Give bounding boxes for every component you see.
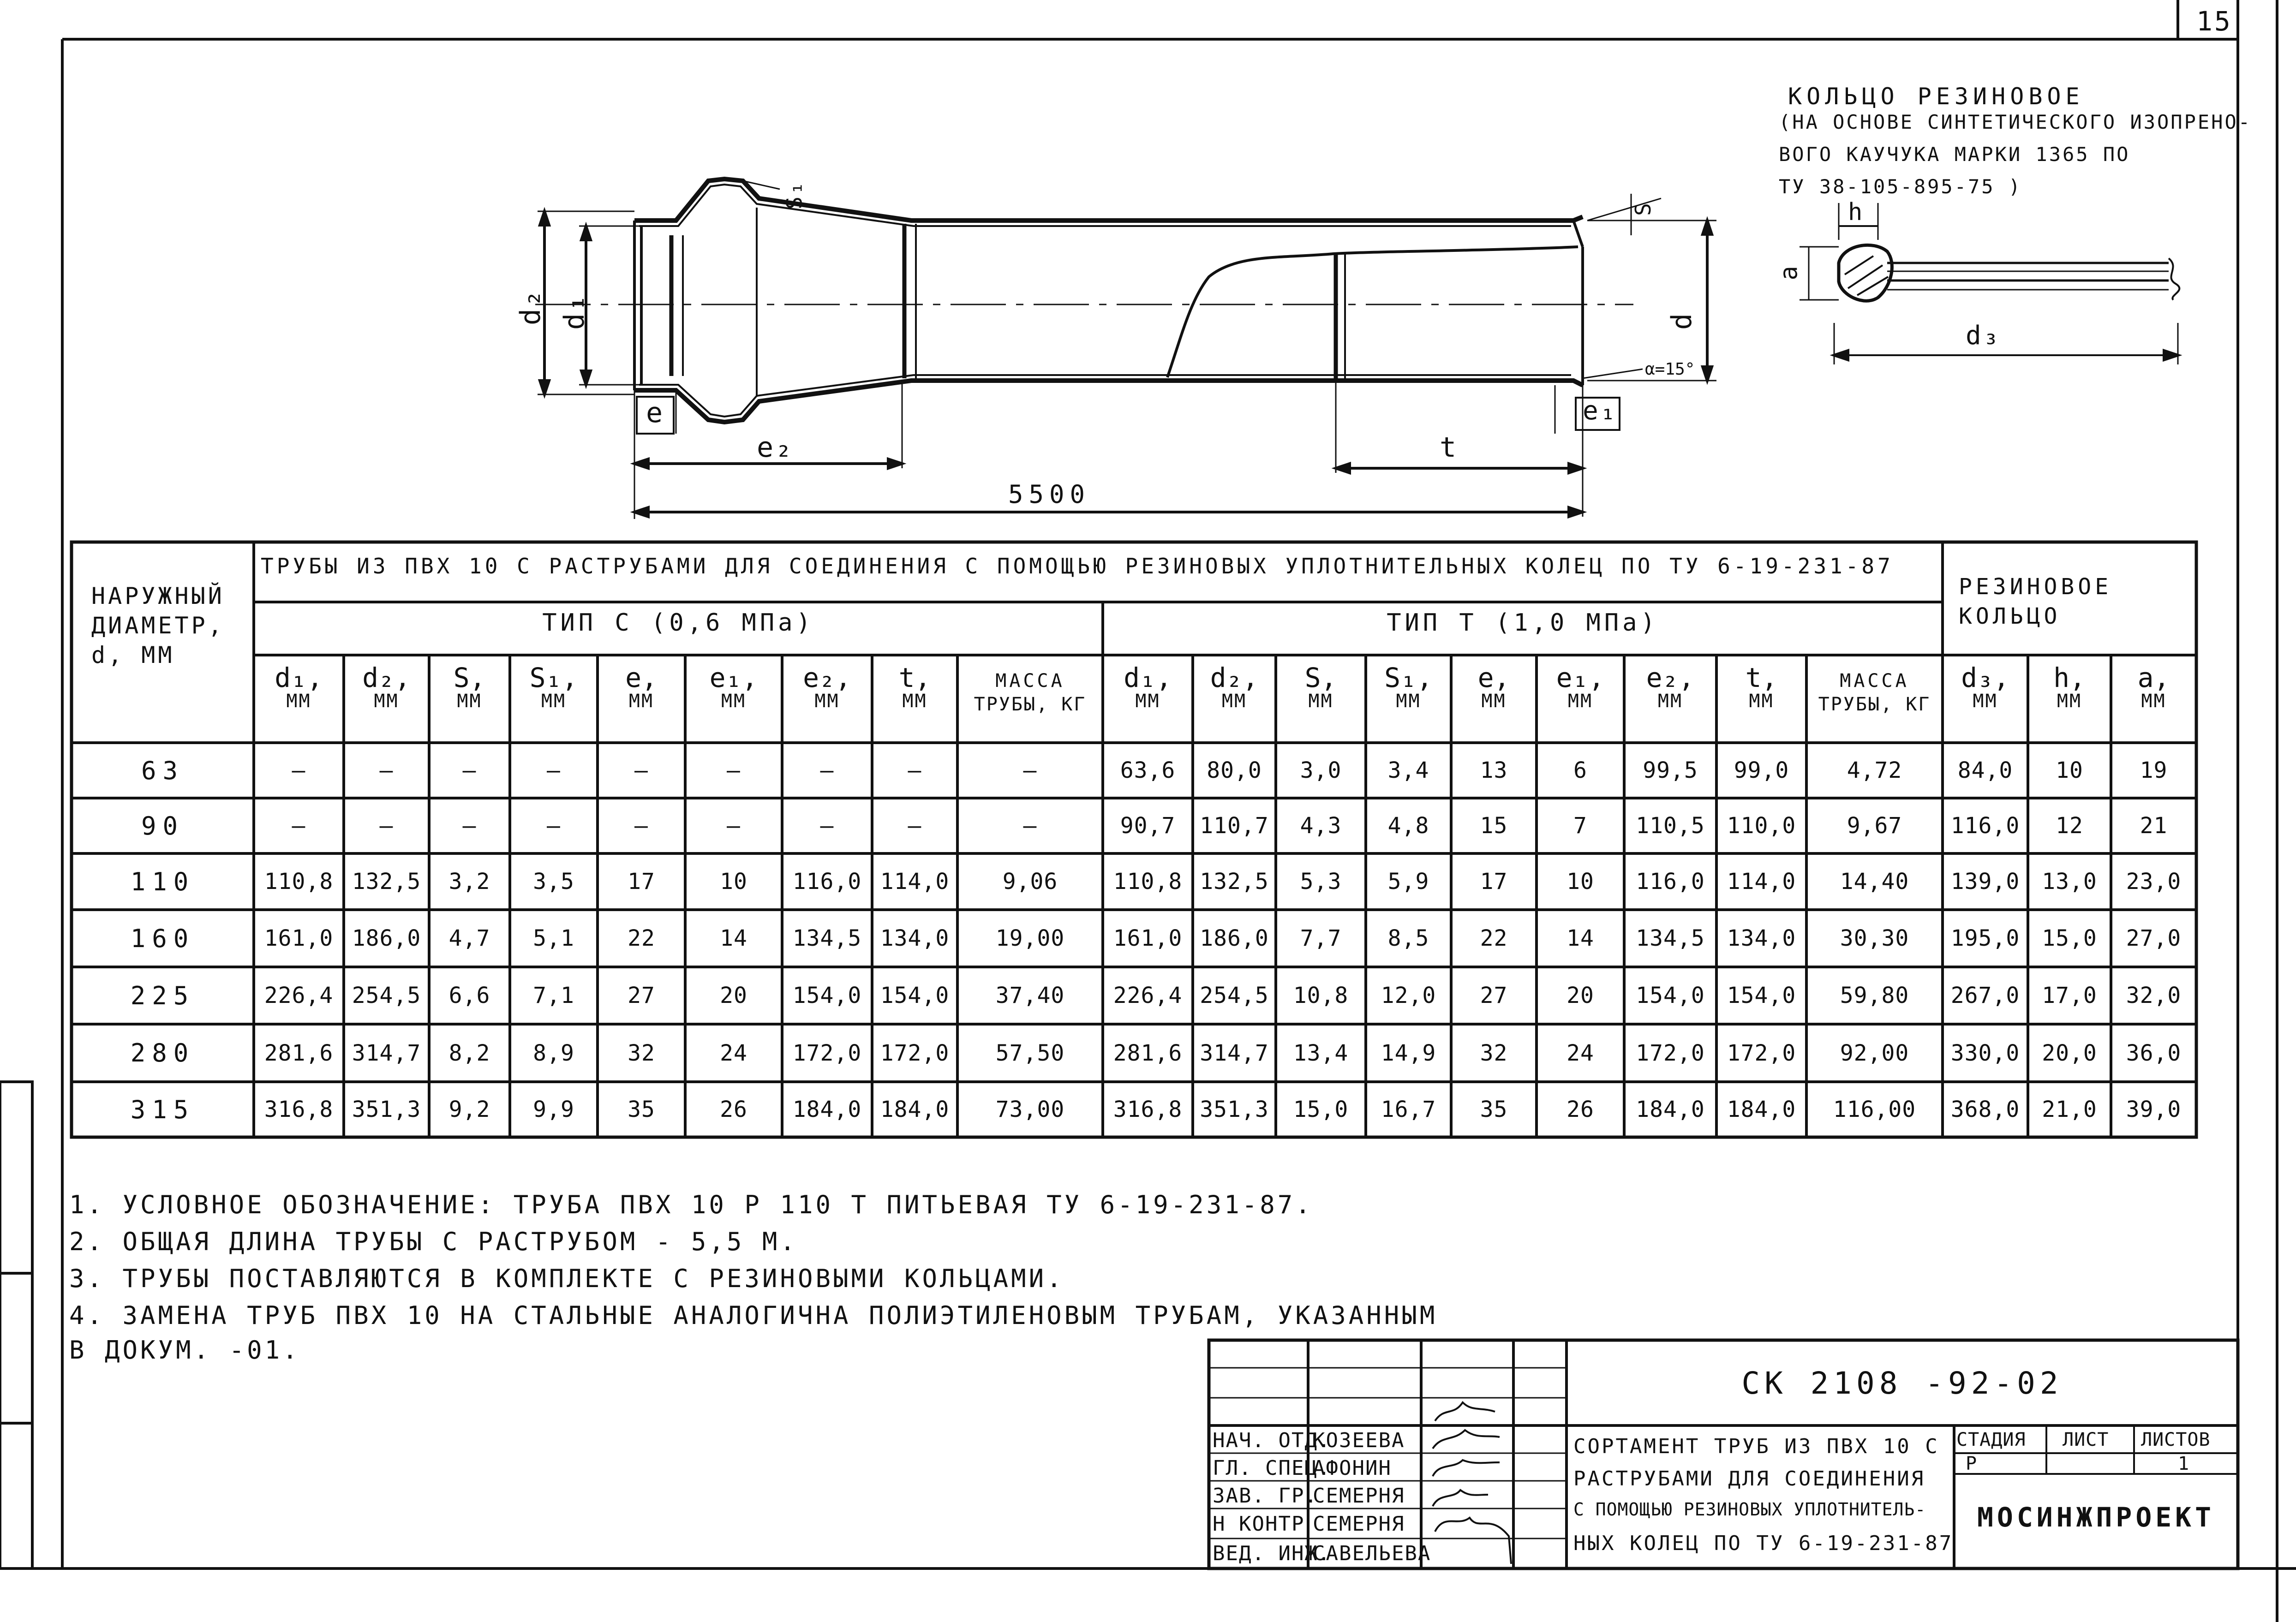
ring-table-title: РЕЗИНОВОЕ КОЛЬЦО: [1959, 574, 2112, 629]
table-cell: 184,0: [792, 1097, 862, 1122]
table-cell: 351,3: [352, 1097, 421, 1122]
table-cell: —: [1023, 813, 1037, 839]
sheet-label: ЛИСТ: [2063, 1429, 2109, 1450]
table-cell: 15,0: [1293, 1097, 1349, 1122]
stage-value: Р: [1966, 1453, 1978, 1474]
table-cell: 92,00: [1840, 1040, 1909, 1066]
table-cell: 154,0: [792, 983, 862, 1008]
doc-title-3: С ПОМОЩЬЮ РЕЗИНОВЫХ УПЛОТНИТЕЛЬ-: [1573, 1499, 1926, 1520]
column-header: [344, 664, 429, 711]
table-cell: 21: [2140, 813, 2168, 839]
column-unit: ММ: [1396, 691, 1421, 712]
table-cell: 39,0: [2126, 1097, 2182, 1122]
table-cell: 22: [628, 925, 655, 951]
table-cell: 14: [720, 925, 747, 951]
column-unit: ММ: [902, 691, 927, 712]
table-cell: 8,9: [533, 1040, 574, 1066]
dim-e1-label: e₁: [1583, 396, 1618, 426]
dim-length-label: 5500: [1008, 480, 1091, 509]
column-header: [685, 664, 782, 711]
column-symbol: d₂,: [1210, 662, 1259, 693]
table-cell: 10: [2056, 757, 2083, 783]
table-cell: 110,8: [264, 869, 334, 894]
column-header: [1451, 664, 1537, 711]
column-symbol: d₁,: [1124, 662, 1172, 693]
table-cell: 22: [1480, 925, 1508, 951]
table-cell: 99,5: [1643, 757, 1698, 783]
table-cell: 281,6: [264, 1040, 334, 1066]
table-cell: 110,0: [1727, 813, 1796, 839]
column-unit: ММ: [721, 691, 747, 712]
table-cell: 4,7: [448, 925, 490, 951]
table-cell: 26: [720, 1097, 747, 1122]
column-symbol: e,: [1477, 662, 1510, 693]
column-symbol: МАССА: [995, 670, 1065, 692]
table-cell: 37,40: [995, 983, 1065, 1008]
table-cell: 316,8: [264, 1097, 334, 1122]
note-5: В ДОКУМ. -01.: [69, 1336, 300, 1365]
ring-dim-h: h: [1848, 198, 1865, 226]
name-2: АФОНИН: [1313, 1456, 1392, 1480]
table-cell: 110,8: [1113, 869, 1183, 894]
table-cell: 16,7: [1381, 1097, 1436, 1122]
column-symbol: S,: [1304, 662, 1337, 693]
table-cell: 114,0: [880, 869, 950, 894]
table-cell: 7,7: [1300, 925, 1342, 951]
note-2: 2. ОБЩАЯ ДЛИНА ТРУБЫ С РАСТРУБОМ - 5,5 М.: [69, 1227, 798, 1256]
table-cell: 3,2: [448, 869, 490, 894]
table-cell: 4,3: [1300, 813, 1342, 839]
table-cell: 23,0: [2126, 869, 2182, 894]
table-cell: 24: [1567, 1040, 1594, 1066]
column-header: [1943, 664, 2028, 711]
column-symbol: S₁,: [529, 662, 578, 693]
column-header: [2028, 664, 2111, 711]
table-cell: 27: [1480, 983, 1508, 1008]
table-cell: —: [292, 813, 306, 839]
table-cell: 226,4: [264, 983, 334, 1008]
table-cell: 19: [2140, 757, 2168, 783]
table-cell: 7: [1573, 813, 1587, 839]
column-header: [1193, 664, 1276, 711]
column-symbol: d₁,: [275, 662, 323, 693]
column-unit: ТРУБЫ, КГ: [974, 694, 1087, 715]
table-cell: —: [292, 757, 306, 783]
table-cell: 116,0: [1950, 813, 2020, 839]
name-5: САВЕЛЬЕВА: [1313, 1542, 1431, 1565]
table-cell: 184,0: [880, 1097, 950, 1122]
column-unit: ММ: [286, 691, 311, 712]
table-cell: 14,40: [1840, 869, 1909, 894]
dim-e2-label: e₂: [757, 431, 794, 464]
table-cell: 20: [720, 983, 747, 1008]
table-cell: 35: [1480, 1097, 1508, 1122]
table-cell: 63,6: [1120, 757, 1176, 783]
table-cell: —: [1023, 757, 1037, 783]
table-cell: 30,30: [1840, 925, 1909, 951]
table-cell: —: [547, 757, 561, 783]
table-cell: —: [820, 757, 834, 783]
role-2: ГЛ. СПЕЦ.: [1213, 1456, 1331, 1480]
column-symbol: d₃,: [1961, 662, 2009, 693]
table-cell: 314,7: [1200, 1040, 1269, 1066]
table-cell: 36,0: [2126, 1040, 2182, 1066]
pipe-drawing: [535, 179, 1716, 519]
table-cell: 114,0: [1727, 869, 1796, 894]
table-cell: 32,0: [2126, 983, 2182, 1008]
table-cell: —: [634, 757, 648, 783]
table-cell: —: [820, 813, 834, 839]
name-3: СЕМЕРНЯ: [1313, 1484, 1405, 1508]
column-unit: ММ: [628, 691, 654, 712]
column-unit: ММ: [1567, 691, 1593, 712]
table-cell: 172,0: [792, 1040, 862, 1066]
column-header: [1537, 664, 1624, 711]
dim-d2-label: d₂: [514, 288, 547, 326]
table-cell: 116,0: [792, 869, 862, 894]
table-cell: 99,0: [1734, 757, 1789, 783]
table-cell: 110,5: [1636, 813, 1705, 839]
role-3: ЗАВ. ГР.: [1213, 1484, 1318, 1508]
column-unit: ММ: [1135, 691, 1160, 712]
outer-diameter-cell: 110: [130, 867, 195, 896]
table-cell: 32: [1480, 1040, 1508, 1066]
table-cell: 9,67: [1847, 813, 1902, 839]
table-cell: 186,0: [352, 925, 421, 951]
column-header: [1716, 664, 1806, 711]
table-cell: 13,4: [1293, 1040, 1349, 1066]
table-cell: 186,0: [1200, 925, 1269, 951]
column-symbol: S₁,: [1384, 662, 1433, 693]
table-cell: 116,00: [1833, 1097, 1916, 1122]
column-header: [598, 664, 685, 711]
column-symbol: t,: [898, 662, 931, 693]
role-5: ВЕД. ИНЖ.: [1213, 1542, 1331, 1565]
table-cell: 32: [628, 1040, 655, 1066]
table-cell: 6: [1573, 757, 1587, 783]
table-cell: 134,0: [1727, 925, 1796, 951]
column-unit: ММ: [2057, 691, 2082, 712]
table-cell: 154,0: [880, 983, 950, 1008]
table-cell: —: [462, 757, 477, 783]
column-unit: ММ: [1221, 691, 1247, 712]
ring-dim-a: a: [1775, 264, 1803, 280]
table-cell: 57,50: [995, 1040, 1065, 1066]
outer-diameter-cell: 225: [130, 981, 195, 1010]
table-cell: 27,0: [2126, 925, 2182, 951]
table-cell: 134,0: [880, 925, 950, 951]
table-cell: 195,0: [1950, 925, 2020, 951]
table-cell: 139,0: [1950, 869, 2020, 894]
dim-d-label: d: [1666, 311, 1698, 330]
table-cell: 10: [1567, 869, 1594, 894]
column-header: [2111, 664, 2196, 711]
note-3: 3. ТРУБЫ ПОСТАВЛЯЮТСЯ В КОМПЛЕКТЕ С РЕЗИНОВЫМИ КОЛЬЦАМИ.: [69, 1264, 1064, 1293]
column-unit: ММ: [457, 691, 482, 712]
table-cell: 172,0: [880, 1040, 950, 1066]
doc-title-1: СОРТАМЕНТ ТРУБ ИЗ ПВХ 10 С: [1573, 1435, 1939, 1458]
table-cell: 19,00: [995, 925, 1065, 951]
doc-title-2: РАСТРУБАМИ ДЛЯ СОЕДИНЕНИЯ: [1573, 1467, 1925, 1491]
table-cell: 10: [720, 869, 747, 894]
table-cell: 134,5: [1636, 925, 1705, 951]
ring-dim-d3: d₃: [1966, 321, 2001, 351]
table-cell: 35: [628, 1097, 655, 1122]
table-cell: —: [727, 757, 741, 783]
ring-title: КОЛЬЦО РЕЗИНОВОЕ: [1788, 83, 2084, 110]
table-cell: 161,0: [264, 925, 334, 951]
type-c-header: ТИП С (0,6 МПа): [542, 609, 814, 637]
table-cell: 154,0: [1727, 983, 1796, 1008]
column-unit: ММ: [1481, 691, 1507, 712]
role-4: Н КОНТР: [1213, 1512, 1305, 1536]
table-cell: 134,5: [792, 925, 862, 951]
table-cell: —: [547, 813, 561, 839]
table-cell: 9,2: [448, 1097, 490, 1122]
name-1: КОЗЕЕВА: [1313, 1429, 1405, 1452]
table-cell: —: [379, 757, 394, 783]
table-cell: 184,0: [1636, 1097, 1705, 1122]
column-header: [1276, 664, 1366, 711]
ring-desc-3: ТУ 38-105-895-75 ): [1779, 175, 2022, 198]
column-symbol: e₂,: [803, 662, 851, 693]
column-unit: ММ: [1308, 691, 1333, 712]
dim-t-label: t: [1440, 431, 1459, 464]
table-cell: 7,1: [533, 983, 574, 1008]
sheets-value: 1: [2178, 1453, 2190, 1474]
column-header: [510, 664, 598, 711]
type-t-header: ТИП Т (1,0 МПа): [1387, 609, 1659, 637]
table-cell: 9,06: [1002, 869, 1058, 894]
table-cell: 20,0: [2042, 1040, 2097, 1066]
column-header: [1366, 664, 1451, 711]
table-cell: 90,7: [1120, 813, 1176, 839]
table-cell: —: [727, 813, 741, 839]
table-cell: 17: [1480, 869, 1508, 894]
column-symbol: e₂,: [1646, 662, 1695, 693]
dim-s1-label: S₁: [782, 180, 807, 209]
doc-title-4: НЫХ КОЛЕЦ ПО ТУ 6-19-231-87: [1573, 1532, 1954, 1555]
table-cell: 8,2: [448, 1040, 490, 1066]
table-cell: 226,4: [1113, 983, 1183, 1008]
outer-diameter-cell: 280: [130, 1038, 195, 1067]
table-cell: 254,5: [352, 983, 421, 1008]
table-cell: 12: [2056, 813, 2083, 839]
column-symbol: e₁,: [709, 662, 758, 693]
dim-angle-label: α=15°: [1645, 360, 1695, 379]
table-cell: 184,0: [1727, 1097, 1796, 1122]
table-cell: 5,3: [1300, 869, 1342, 894]
table-cell: 351,3: [1200, 1097, 1269, 1122]
table-cell: 13,0: [2042, 869, 2097, 894]
table-cell: 330,0: [1950, 1040, 2020, 1066]
table-cell: 59,80: [1840, 983, 1909, 1008]
table-cell: 8,5: [1387, 925, 1429, 951]
table-cell: 281,6: [1113, 1040, 1183, 1066]
table-cell: 24: [720, 1040, 747, 1066]
column-header: [254, 664, 344, 711]
table-cell: 14,9: [1381, 1040, 1436, 1066]
outer-diameter-cell: 90: [141, 811, 185, 841]
table-cell: 154,0: [1636, 983, 1705, 1008]
table-cell: 80,0: [1207, 757, 1262, 783]
table-cell: 4,72: [1847, 757, 1902, 783]
column-symbol: e₁,: [1556, 662, 1605, 693]
outer-diameter-cell: 315: [130, 1095, 195, 1124]
table-cell: 110,7: [1200, 813, 1269, 839]
table-cell: 17: [628, 869, 655, 894]
table-cell: —: [908, 813, 922, 839]
dim-d1-label: d₁: [558, 292, 591, 330]
table-cell: 5,9: [1387, 869, 1429, 894]
column-header: [429, 664, 510, 711]
table-cell: 316,8: [1113, 1097, 1183, 1122]
column-header: [957, 664, 1103, 715]
table-cell: 14: [1567, 925, 1594, 951]
organization-name: МОСИНЖПРОЕКТ: [1977, 1502, 2215, 1533]
sheet-number: 15: [2196, 6, 2232, 37]
dim-s-label: S: [1630, 201, 1656, 216]
table-cell: 73,00: [995, 1097, 1065, 1122]
note-4: 4. ЗАМЕНА ТРУБ ПВХ 10 НА СТАЛЬНЫЕ АНАЛОГИЧНА ПОЛИЭТИЛЕНОВЫМ ТРУБАМ, УКАЗАННЫМ: [69, 1301, 1438, 1330]
outer-diameter-cell: 160: [130, 924, 195, 953]
role-1: НАЧ. ОТД.: [1213, 1429, 1331, 1452]
table-cell: 3,0: [1300, 757, 1342, 783]
table-cell: —: [462, 813, 477, 839]
table-cell: 12,0: [1381, 983, 1436, 1008]
outer-diameter-cell: 63: [141, 756, 185, 785]
table-cell: 254,5: [1200, 983, 1269, 1008]
table-cell: 15,0: [2042, 925, 2097, 951]
note-1: 1. УСЛОВНОЕ ОБОЗНАЧЕНИЕ: ТРУБА ПВХ 10 Р 110 Т ПИТЬЕВАЯ ТУ 6-19-231-87.: [69, 1190, 1313, 1219]
column-symbol: МАССА: [1840, 670, 1909, 692]
column-symbol: a,: [2137, 662, 2170, 693]
column-header: [1624, 664, 1716, 711]
table-cell: 26: [1567, 1097, 1594, 1122]
column-unit: ММ: [1973, 691, 1998, 712]
column-header: [872, 664, 957, 711]
dim-e-label: e: [646, 397, 665, 429]
table-cell: 4,8: [1387, 813, 1429, 839]
table-cell: 17,0: [2042, 983, 2097, 1008]
column-unit: ММ: [541, 691, 567, 712]
table-cell: 3,5: [533, 869, 574, 894]
ring-desc-2: ВОГО КАУЧУКА МАРКИ 1365 ПО: [1779, 143, 2130, 166]
table-cell: 84,0: [1957, 757, 2013, 783]
column-symbol: S,: [453, 662, 486, 693]
table-cell: 10,8: [1293, 983, 1349, 1008]
column-unit: ММ: [374, 691, 399, 712]
table-cell: 132,5: [1200, 869, 1269, 894]
column-header: [1103, 664, 1193, 711]
table-cell: 161,0: [1113, 925, 1183, 951]
column-header: [1806, 664, 1943, 715]
table-cell: —: [379, 813, 394, 839]
sheets-label: ЛИСТОВ: [2141, 1429, 2211, 1450]
column-unit: ММ: [2141, 691, 2166, 712]
table-cell: 5,1: [533, 925, 574, 951]
table-cell: —: [634, 813, 648, 839]
column-header: [782, 664, 872, 711]
table-cell: 172,0: [1727, 1040, 1796, 1066]
column-symbol: t,: [1745, 662, 1778, 693]
column-unit: ММ: [1749, 691, 1774, 712]
table-cell: 20: [1567, 983, 1594, 1008]
table-cell: 132,5: [352, 869, 421, 894]
table-cell: 9,9: [533, 1097, 574, 1122]
stage-label: СТАДИЯ: [1956, 1429, 2026, 1450]
table-cell: 267,0: [1950, 983, 2020, 1008]
pipe-table-title: ТРУБЫ ИЗ ПВХ 10 С РАСТРУБАМИ ДЛЯ СОЕДИНЕНИЯ С ПОМОЩЬЮ РЕЗИНОВЫХ УПЛОТНИТЕЛЬНЫХ КОЛЕЦ ПО ТУ 6-19-231-87: [261, 554, 1894, 578]
column-unit: ТРУБЫ, КГ: [1818, 694, 1931, 715]
name-4: СЕМЕРНЯ: [1313, 1512, 1405, 1536]
outer-diameter-header: НАРУЖНЫЙ ДИАМЕТР, d, ММ: [91, 583, 225, 668]
table-cell: —: [908, 757, 922, 783]
column-symbol: h,: [2053, 662, 2086, 693]
table-cell: 6,6: [448, 983, 490, 1008]
ring-desc-1: (НА ОСНОВЕ СИНТЕТИЧЕСКОГО ИЗОПРЕНО-: [1779, 111, 2252, 133]
table-cell: 3,4: [1387, 757, 1429, 783]
table-cell: 172,0: [1636, 1040, 1705, 1066]
table-cell: 21,0: [2042, 1097, 2097, 1122]
table-cell: 13: [1480, 757, 1508, 783]
table-cell: 15: [1480, 813, 1508, 839]
table-cell: 27: [628, 983, 655, 1008]
table-cell: 116,0: [1636, 869, 1705, 894]
table-cell: 314,7: [352, 1040, 421, 1066]
column-symbol: e,: [625, 662, 658, 693]
column-symbol: d₂,: [362, 662, 411, 693]
column-unit: ММ: [814, 691, 840, 712]
document-code: СК 2108 -92-02: [1741, 1366, 2063, 1401]
column-unit: ММ: [1657, 691, 1683, 712]
table-cell: 368,0: [1950, 1097, 2020, 1122]
